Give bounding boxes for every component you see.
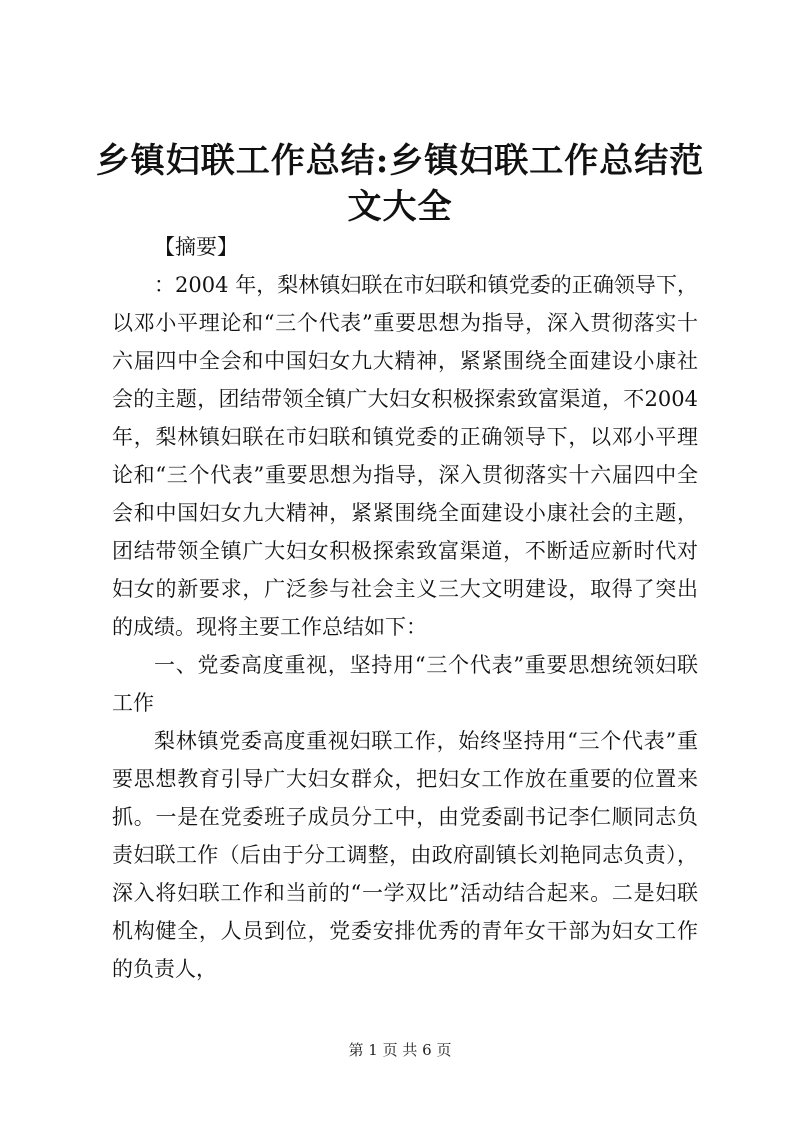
section-heading-1: 一、党委高度重视，坚持用“三个代表”重要思想统领妇联工作: [112, 653, 698, 715]
paragraph-section-1: 梨林镇党委高度重视妇联工作，始终坚持用“三个代表”重要思想教育引导广大妇女群众，把妇女工作放在重要的位置来抓。一是在党委班子成员分工中，由党委副书记李仁顺同志负责妇联工作（后由于分工调整，由政府副镇长刘艳同志负责），深入将妇联工作和当前的“一学双比”活动结合起来。二是妇联机构健全，人员到位，党委安排优秀的青年女干部为妇女工作的负责人，: [112, 729, 698, 981]
page-footer: 第 1 页 共 6 页: [348, 1041, 452, 1059]
document-title: 乡镇妇联工作总结:乡镇妇联工作总结范文大全: [95, 141, 705, 227]
paragraph-intro: ：2004 年，梨林镇妇联在市妇联和镇党委的正确领导下，以邓小平理论和“三个代表”重要思想为指导，深入贯彻落实十六届四中全会和中国妇女九大精神，紧紧围绕全面建设小康社会的主题，团结带领全镇广大妇女积极探索致富渠道，不2004 年，梨林镇妇联在市妇联和镇党委的正确领导下，以邓小平理论和“三个代表”重要思想为指导，深入贯彻落实十六届四中全会和中国妇女九大精神，紧紧围绕全面建设小康社会的主题，团结带领全镇广大妇女积极探索致富渠道，不断适应新时代对妇女的新要求，广泛参与社会主义三大文明建设，取得了突出的成绩。现将主要工作总结如下：: [112, 273, 698, 639]
document-body: [112, 228, 698, 988]
summary-label: 【摘要】: [154, 235, 238, 259]
